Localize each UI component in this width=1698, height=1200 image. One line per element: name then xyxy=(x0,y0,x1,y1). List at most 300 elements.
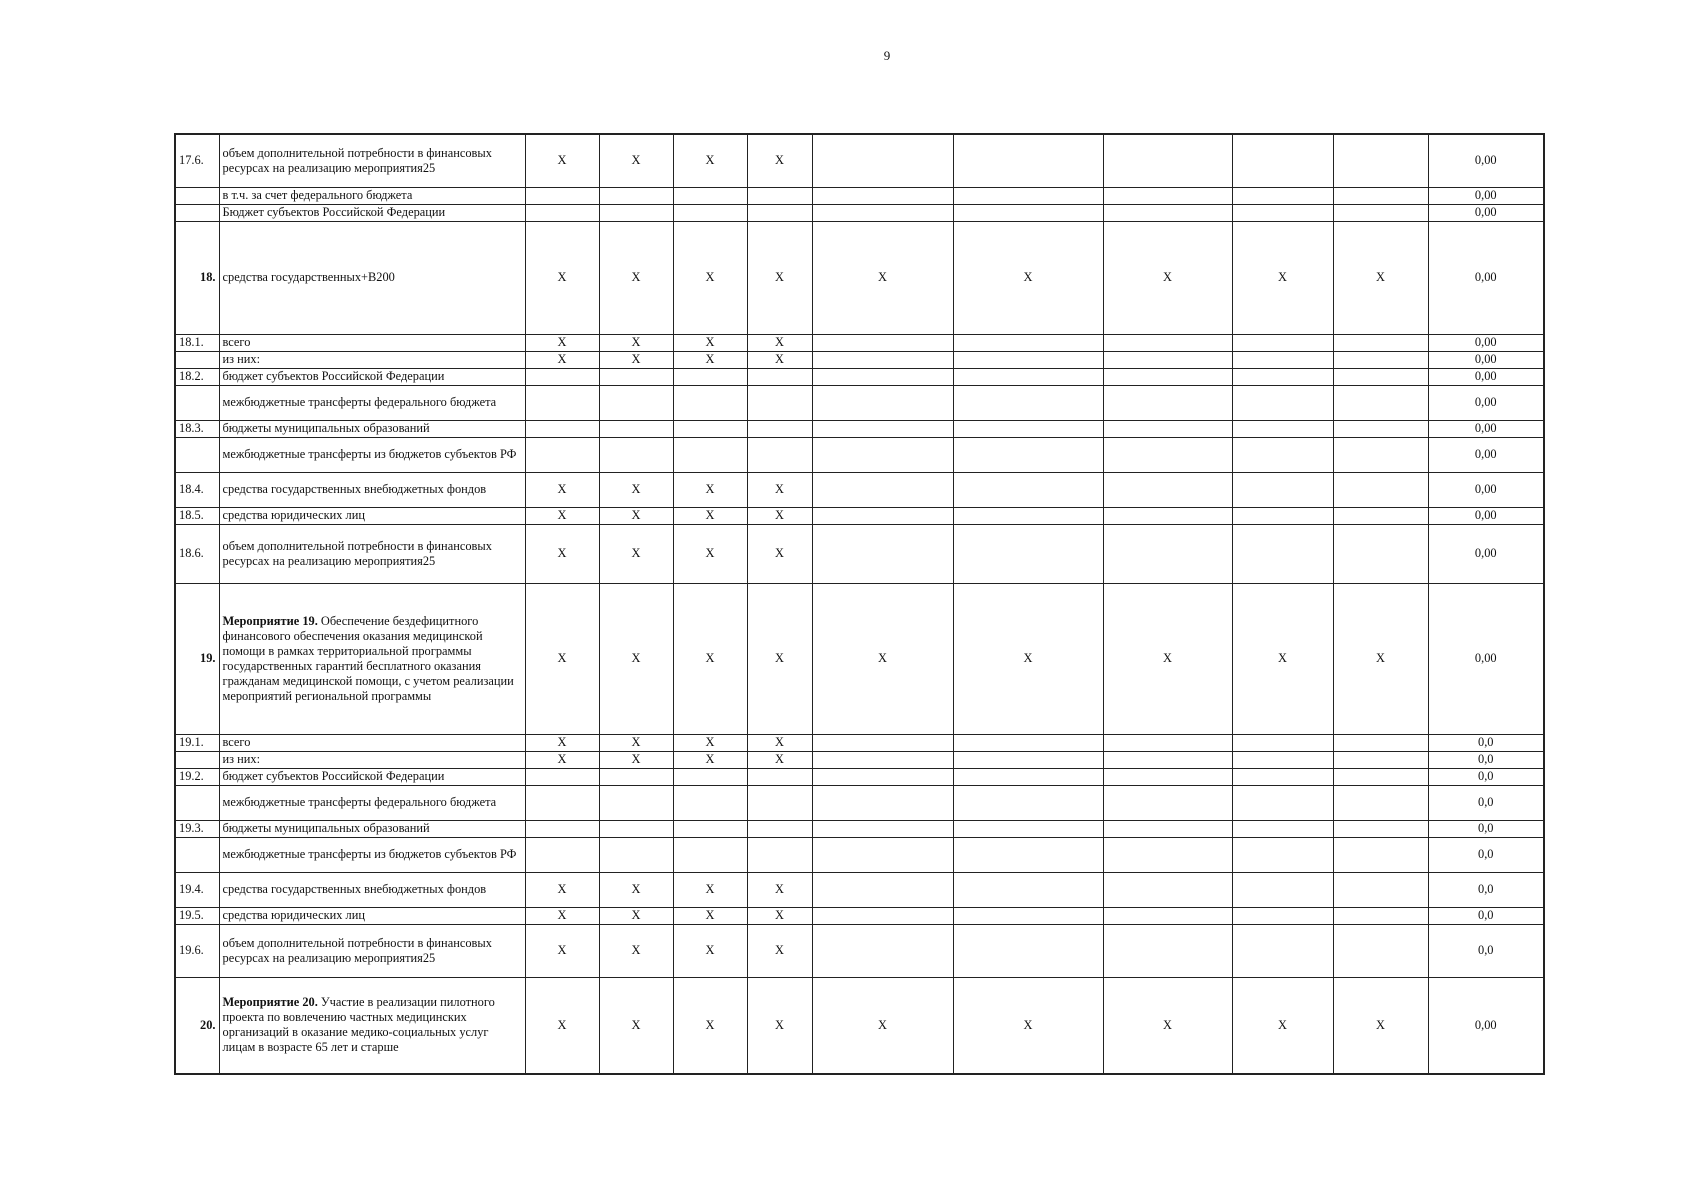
x-mark-cell xyxy=(525,820,599,837)
x-mark-cell xyxy=(1333,368,1428,385)
x-mark-cell xyxy=(747,837,812,872)
total-value-cell: 0,0 xyxy=(1428,734,1544,751)
row-description-cell xyxy=(219,768,525,785)
x-mark-cell: X xyxy=(1333,221,1428,334)
x-mark-cell: X xyxy=(673,472,747,507)
table-body xyxy=(175,134,1544,1074)
table-row xyxy=(175,351,1544,368)
x-mark-cell: X xyxy=(1232,977,1333,1074)
row-description-cell xyxy=(219,420,525,437)
x-mark-cell: X xyxy=(1103,583,1232,734)
page-number: 9 xyxy=(883,48,891,63)
total-value-cell: 0,00 xyxy=(1428,420,1544,437)
total-value-cell: 0,0 xyxy=(1428,768,1544,785)
total-value-cell: 0,00 xyxy=(1428,583,1544,734)
x-mark-cell xyxy=(953,768,1103,785)
x-mark-cell: X xyxy=(747,507,812,524)
x-mark-cell: X xyxy=(747,221,812,334)
x-mark-cell: X xyxy=(953,977,1103,1074)
x-mark-cell xyxy=(525,204,599,221)
row-description-cell xyxy=(219,472,525,507)
row-number-cell: 18. xyxy=(175,221,219,334)
x-mark-cell xyxy=(1232,351,1333,368)
row-number-cell xyxy=(175,187,219,204)
x-mark-cell xyxy=(525,385,599,420)
total-value-cell: 0,0 xyxy=(1428,872,1544,907)
x-mark-cell: X xyxy=(525,524,599,583)
x-mark-cell: X xyxy=(673,507,747,524)
row-description-cell xyxy=(219,837,525,872)
x-mark-cell xyxy=(673,420,747,437)
x-mark-cell xyxy=(953,507,1103,524)
row-number-cell xyxy=(175,751,219,768)
x-mark-cell: X xyxy=(812,977,953,1074)
row-number-cell xyxy=(175,204,219,221)
x-mark-cell: X xyxy=(599,924,673,977)
total-value-cell: 0,0 xyxy=(1428,907,1544,924)
row-description-cell xyxy=(219,583,525,734)
total-value-cell: 0,00 xyxy=(1428,368,1544,385)
x-mark-cell: X xyxy=(525,907,599,924)
row-number-cell: 19.6. xyxy=(175,924,219,977)
x-mark-cell: X xyxy=(599,977,673,1074)
x-mark-cell xyxy=(525,420,599,437)
table-row xyxy=(175,437,1544,472)
x-mark-cell xyxy=(1103,437,1232,472)
x-mark-cell xyxy=(1333,785,1428,820)
x-mark-cell xyxy=(1232,785,1333,820)
row-number-cell xyxy=(175,837,219,872)
x-mark-cell xyxy=(1232,837,1333,872)
row-description-cell xyxy=(219,507,525,524)
table-row xyxy=(175,334,1544,351)
row-number-cell: 19.3. xyxy=(175,820,219,837)
x-mark-cell xyxy=(1333,734,1428,751)
x-mark-cell xyxy=(812,334,953,351)
x-mark-cell xyxy=(747,420,812,437)
x-mark-cell: X xyxy=(747,524,812,583)
x-mark-cell xyxy=(812,837,953,872)
x-mark-cell xyxy=(812,751,953,768)
description-text: средства государственных внебюджетных фондов xyxy=(222,882,487,896)
x-mark-cell: X xyxy=(747,924,812,977)
x-mark-cell xyxy=(747,768,812,785)
x-mark-cell xyxy=(1103,872,1232,907)
description-text: из них: xyxy=(222,352,261,366)
x-mark-cell xyxy=(525,785,599,820)
total-value-cell: 0,00 xyxy=(1428,524,1544,583)
x-mark-cell xyxy=(1333,204,1428,221)
x-mark-cell xyxy=(599,837,673,872)
row-number-cell: 18.1. xyxy=(175,334,219,351)
x-mark-cell xyxy=(812,351,953,368)
x-mark-cell: X xyxy=(673,751,747,768)
x-mark-cell xyxy=(1103,472,1232,507)
table-row xyxy=(175,472,1544,507)
x-mark-cell xyxy=(812,524,953,583)
row-description-cell xyxy=(219,437,525,472)
table-row xyxy=(175,872,1544,907)
description-text: всего xyxy=(222,735,251,749)
x-mark-cell: X xyxy=(812,221,953,334)
x-mark-cell: X xyxy=(953,221,1103,334)
description-text: объем дополнительной потребности в финансовых ресурсах на реализацию мероприятия25 xyxy=(222,935,492,965)
x-mark-cell xyxy=(1103,907,1232,924)
description-text: бюджеты муниципальных образований xyxy=(222,821,430,835)
x-mark-cell: X xyxy=(673,872,747,907)
x-mark-cell: X xyxy=(1333,977,1428,1074)
x-mark-cell: X xyxy=(747,472,812,507)
x-mark-cell: X xyxy=(525,977,599,1074)
total-value-cell: 0,00 xyxy=(1428,187,1544,204)
x-mark-cell: X xyxy=(673,334,747,351)
x-mark-cell: X xyxy=(525,872,599,907)
x-mark-cell xyxy=(812,785,953,820)
measure-title: Мероприятие 20. xyxy=(222,995,318,1010)
budget-table xyxy=(174,133,1545,1075)
row-number-cell: 19.1. xyxy=(175,734,219,751)
x-mark-cell: X xyxy=(953,583,1103,734)
x-mark-cell xyxy=(599,420,673,437)
table-row xyxy=(175,751,1544,768)
x-mark-cell xyxy=(1333,334,1428,351)
x-mark-cell xyxy=(953,907,1103,924)
x-mark-cell xyxy=(953,924,1103,977)
x-mark-cell: X xyxy=(1232,583,1333,734)
table-row xyxy=(175,134,1544,187)
x-mark-cell xyxy=(953,204,1103,221)
total-value-cell: 0,00 xyxy=(1428,385,1544,420)
table-row xyxy=(175,221,1544,334)
x-mark-cell xyxy=(599,385,673,420)
x-mark-cell: X xyxy=(1333,583,1428,734)
x-mark-cell: X xyxy=(525,734,599,751)
x-mark-cell xyxy=(953,420,1103,437)
x-mark-cell xyxy=(812,820,953,837)
x-mark-cell xyxy=(1333,472,1428,507)
x-mark-cell xyxy=(1103,187,1232,204)
x-mark-cell xyxy=(953,334,1103,351)
x-mark-cell: X xyxy=(599,472,673,507)
x-mark-cell xyxy=(1333,872,1428,907)
row-number-cell xyxy=(175,385,219,420)
x-mark-cell xyxy=(747,368,812,385)
description-text: межбюджетные трансферты федерального бюджета xyxy=(222,795,497,809)
x-mark-cell: X xyxy=(525,334,599,351)
x-mark-cell: X xyxy=(599,334,673,351)
x-mark-cell xyxy=(1232,420,1333,437)
total-value-cell: 0,00 xyxy=(1428,334,1544,351)
row-number-cell: 18.5. xyxy=(175,507,219,524)
description-text: межбюджетные трансферты федерального бюджета xyxy=(222,395,497,409)
total-value-cell: 0,00 xyxy=(1428,351,1544,368)
x-mark-cell xyxy=(953,785,1103,820)
x-mark-cell xyxy=(1103,204,1232,221)
total-value-cell: 0,00 xyxy=(1428,204,1544,221)
x-mark-cell: X xyxy=(525,583,599,734)
x-mark-cell xyxy=(812,734,953,751)
row-description-cell xyxy=(219,924,525,977)
x-mark-cell: X xyxy=(599,907,673,924)
x-mark-cell xyxy=(1232,524,1333,583)
x-mark-cell xyxy=(1333,924,1428,977)
description-text: Обеспечение бездефицитного финансового обеспечения оказания медицинской помощи в рамках территориальной программы государственных гарантий бесплатного оказания гражданам медицинской помощи, с учетом реализации мероприятий региональной программы xyxy=(222,613,514,703)
x-mark-cell xyxy=(812,187,953,204)
x-mark-cell xyxy=(1232,368,1333,385)
x-mark-cell xyxy=(1103,524,1232,583)
row-description-cell xyxy=(219,751,525,768)
x-mark-cell: X xyxy=(747,734,812,751)
x-mark-cell: X xyxy=(1232,221,1333,334)
x-mark-cell xyxy=(1232,768,1333,785)
description-text: бюджеты муниципальных образований xyxy=(222,421,430,435)
x-mark-cell xyxy=(747,820,812,837)
x-mark-cell xyxy=(1333,420,1428,437)
x-mark-cell xyxy=(1232,187,1333,204)
x-mark-cell: X xyxy=(599,734,673,751)
x-mark-cell xyxy=(1333,385,1428,420)
description-text: Бюджет субъектов Российской Федерации xyxy=(222,205,446,219)
x-mark-cell xyxy=(1103,385,1232,420)
x-mark-cell: X xyxy=(525,751,599,768)
x-mark-cell xyxy=(525,837,599,872)
row-description-cell xyxy=(219,977,525,1074)
row-number-cell: 18.4. xyxy=(175,472,219,507)
x-mark-cell xyxy=(1333,187,1428,204)
x-mark-cell xyxy=(1232,907,1333,924)
x-mark-cell xyxy=(673,368,747,385)
x-mark-cell xyxy=(1232,872,1333,907)
x-mark-cell: X xyxy=(599,221,673,334)
row-number-cell: 18.3. xyxy=(175,420,219,437)
x-mark-cell xyxy=(1103,734,1232,751)
x-mark-cell: X xyxy=(599,751,673,768)
table-row xyxy=(175,907,1544,924)
x-mark-cell xyxy=(1333,820,1428,837)
x-mark-cell xyxy=(1103,837,1232,872)
x-mark-cell xyxy=(1232,734,1333,751)
table-row xyxy=(175,734,1544,751)
x-mark-cell xyxy=(1333,437,1428,472)
description-text: объем дополнительной потребности в финансовых ресурсах на реализацию мероприятия25 xyxy=(222,145,492,175)
total-value-cell: 0,0 xyxy=(1428,785,1544,820)
x-mark-cell xyxy=(953,385,1103,420)
x-mark-cell xyxy=(1103,368,1232,385)
x-mark-cell xyxy=(812,872,953,907)
x-mark-cell: X xyxy=(1103,221,1232,334)
x-mark-cell xyxy=(953,134,1103,187)
x-mark-cell xyxy=(1232,472,1333,507)
x-mark-cell xyxy=(1232,204,1333,221)
x-mark-cell: X xyxy=(747,907,812,924)
table-row xyxy=(175,820,1544,837)
table-row xyxy=(175,420,1544,437)
x-mark-cell xyxy=(1103,751,1232,768)
x-mark-cell xyxy=(599,368,673,385)
x-mark-cell xyxy=(1103,334,1232,351)
x-mark-cell xyxy=(525,768,599,785)
x-mark-cell xyxy=(953,820,1103,837)
x-mark-cell: X xyxy=(525,924,599,977)
x-mark-cell xyxy=(747,187,812,204)
x-mark-cell xyxy=(953,472,1103,507)
x-mark-cell: X xyxy=(525,351,599,368)
x-mark-cell: X xyxy=(673,221,747,334)
x-mark-cell xyxy=(599,204,673,221)
row-description-cell xyxy=(219,907,525,924)
row-number-cell: 18.2. xyxy=(175,368,219,385)
x-mark-cell xyxy=(673,187,747,204)
description-text: всего xyxy=(222,335,251,349)
total-value-cell: 0,0 xyxy=(1428,837,1544,872)
x-mark-cell: X xyxy=(673,977,747,1074)
row-description-cell xyxy=(219,872,525,907)
x-mark-cell: X xyxy=(599,583,673,734)
table-row xyxy=(175,204,1544,221)
table-row xyxy=(175,768,1544,785)
x-mark-cell xyxy=(1333,134,1428,187)
description-text: средства юридических лиц xyxy=(222,908,365,922)
total-value-cell: 0,00 xyxy=(1428,134,1544,187)
description-text: средства юридических лиц xyxy=(222,508,365,522)
row-number-cell: 19. xyxy=(175,583,219,734)
total-value-cell: 0,00 xyxy=(1428,221,1544,334)
row-description-cell xyxy=(219,204,525,221)
row-description-cell xyxy=(219,134,525,187)
x-mark-cell: X xyxy=(599,134,673,187)
total-value-cell: 0,0 xyxy=(1428,820,1544,837)
x-mark-cell: X xyxy=(673,907,747,924)
description-text: межбюджетные трансферты из бюджетов субъектов РФ xyxy=(222,447,517,461)
x-mark-cell xyxy=(1232,385,1333,420)
description-text: средства государственных+B200 xyxy=(222,270,395,284)
x-mark-cell: X xyxy=(812,583,953,734)
x-mark-cell: X xyxy=(747,751,812,768)
x-mark-cell xyxy=(812,437,953,472)
x-mark-cell xyxy=(812,134,953,187)
x-mark-cell: X xyxy=(747,977,812,1074)
x-mark-cell xyxy=(953,837,1103,872)
x-mark-cell xyxy=(812,385,953,420)
x-mark-cell xyxy=(953,351,1103,368)
description-text: объем дополнительной потребности в финансовых ресурсах на реализацию мероприятия25 xyxy=(222,538,492,568)
row-number-cell xyxy=(175,437,219,472)
x-mark-cell xyxy=(1232,437,1333,472)
row-description-cell xyxy=(219,820,525,837)
table-row xyxy=(175,837,1544,872)
x-mark-cell xyxy=(599,820,673,837)
x-mark-cell xyxy=(1232,820,1333,837)
x-mark-cell xyxy=(812,768,953,785)
x-mark-cell xyxy=(953,368,1103,385)
total-value-cell: 0,00 xyxy=(1428,507,1544,524)
table-row xyxy=(175,368,1544,385)
x-mark-cell xyxy=(953,872,1103,907)
x-mark-cell: X xyxy=(747,351,812,368)
x-mark-cell xyxy=(1333,907,1428,924)
row-description-cell xyxy=(219,334,525,351)
total-value-cell: 0,00 xyxy=(1428,472,1544,507)
x-mark-cell xyxy=(812,368,953,385)
description-text: Участие в реализации пилотного проекта по вовлечению частных медицинских организаций в оказание медико-социальных услуг лицам в возрасте 65 лет и старше xyxy=(222,995,495,1055)
row-number-cell: 19.5. xyxy=(175,907,219,924)
x-mark-cell xyxy=(1333,768,1428,785)
row-number-cell: 18.6. xyxy=(175,524,219,583)
x-mark-cell xyxy=(1232,924,1333,977)
x-mark-cell: X xyxy=(747,872,812,907)
x-mark-cell xyxy=(599,187,673,204)
table-row xyxy=(175,583,1544,734)
total-value-cell: 0,00 xyxy=(1428,977,1544,1074)
total-value-cell: 0,0 xyxy=(1428,924,1544,977)
description-text: бюджет субъектов Российской Федерации xyxy=(222,769,445,783)
x-mark-cell xyxy=(1333,507,1428,524)
table-row xyxy=(175,187,1544,204)
x-mark-cell: X xyxy=(747,334,812,351)
row-number-cell: 19.2. xyxy=(175,768,219,785)
row-description-cell xyxy=(219,187,525,204)
x-mark-cell xyxy=(599,768,673,785)
x-mark-cell xyxy=(599,437,673,472)
x-mark-cell xyxy=(812,472,953,507)
row-description-cell xyxy=(219,734,525,751)
x-mark-cell xyxy=(1232,507,1333,524)
table-row xyxy=(175,385,1544,420)
x-mark-cell: X xyxy=(747,583,812,734)
x-mark-cell: X xyxy=(673,734,747,751)
x-mark-cell xyxy=(525,187,599,204)
x-mark-cell xyxy=(525,368,599,385)
x-mark-cell: X xyxy=(599,872,673,907)
total-value-cell: 0,00 xyxy=(1428,437,1544,472)
x-mark-cell xyxy=(812,907,953,924)
description-text: межбюджетные трансферты из бюджетов субъектов РФ xyxy=(222,847,517,861)
x-mark-cell xyxy=(525,437,599,472)
x-mark-cell: X xyxy=(525,507,599,524)
row-number-cell: 17.6. xyxy=(175,134,219,187)
x-mark-cell: X xyxy=(673,524,747,583)
x-mark-cell xyxy=(812,204,953,221)
x-mark-cell: X xyxy=(673,134,747,187)
x-mark-cell: X xyxy=(599,351,673,368)
description-text: средства государственных внебюджетных фондов xyxy=(222,482,487,496)
row-number-cell: 19.4. xyxy=(175,872,219,907)
x-mark-cell xyxy=(1232,751,1333,768)
x-mark-cell xyxy=(1103,785,1232,820)
table-row xyxy=(175,977,1544,1074)
x-mark-cell xyxy=(1103,820,1232,837)
x-mark-cell: X xyxy=(673,924,747,977)
x-mark-cell xyxy=(673,385,747,420)
x-mark-cell xyxy=(953,437,1103,472)
x-mark-cell xyxy=(812,507,953,524)
x-mark-cell xyxy=(812,924,953,977)
x-mark-cell xyxy=(747,437,812,472)
x-mark-cell xyxy=(747,385,812,420)
measure-title: Мероприятие 19. xyxy=(222,613,318,628)
x-mark-cell: X xyxy=(525,221,599,334)
x-mark-cell xyxy=(1103,507,1232,524)
x-mark-cell xyxy=(673,785,747,820)
x-mark-cell xyxy=(953,187,1103,204)
x-mark-cell xyxy=(1103,351,1232,368)
x-mark-cell xyxy=(1232,134,1333,187)
x-mark-cell xyxy=(1103,924,1232,977)
table-row xyxy=(175,524,1544,583)
row-description-cell xyxy=(219,351,525,368)
x-mark-cell xyxy=(953,734,1103,751)
x-mark-cell xyxy=(1333,837,1428,872)
